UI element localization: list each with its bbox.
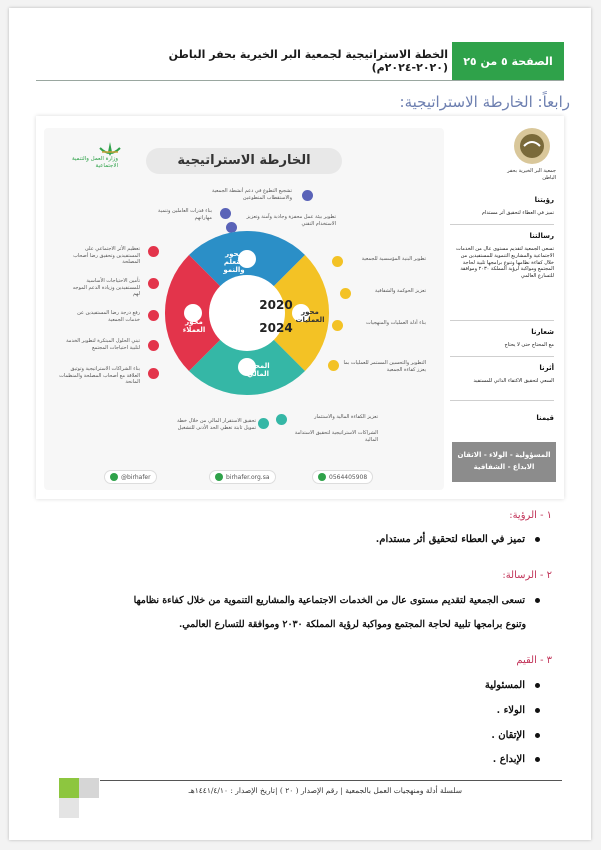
people-icon	[148, 368, 159, 379]
values-bullet: الولاء .	[300, 705, 540, 716]
money-icon	[258, 418, 269, 429]
values-box: المسؤولية - الولاء - الاتقان الابداع - الشفافية	[452, 442, 556, 482]
footer-square	[59, 778, 79, 798]
mission-title: رسالتنا	[529, 232, 554, 240]
goal-label: تطوير البنية المؤسسية للجمعية	[361, 256, 426, 262]
goal-label: تطوير بيئة عمل محفزة وجاذبة وآمنة وتعزيز الاستخدام التقني	[246, 214, 336, 227]
phone-icon	[318, 473, 326, 481]
side-divider	[450, 400, 554, 401]
learning-axis-label: محور التعلم والنمو	[223, 250, 245, 274]
goal-label: تأمين الاحتياجات الأساسية للمستفيدين وزيادة الدعم الموجه لهم	[72, 278, 140, 297]
target-icon	[302, 190, 313, 201]
footer-divider	[100, 780, 562, 781]
goal-label: تبني الحلول المبتكرة لتطوير الخدمة لتلبية احتياجات المجتمع	[66, 338, 140, 351]
org-logo-icon	[512, 126, 552, 166]
values-heading: ٣ - القيم	[516, 655, 552, 666]
goal-label: تعزيز الكفاءة المالية والاستثمار	[314, 414, 378, 420]
vision-text: تميز في العطاء لتحقيق أثر مستدام	[481, 210, 554, 216]
section-heading: رابعاً: الخارطة الاستراتيجية:	[399, 93, 570, 111]
goal-label: الشراكات الاستراتيجية لتحقيق الاستدامة المالية	[294, 430, 378, 443]
target-icon	[220, 208, 231, 219]
operations-axis-label: محور العمليات	[295, 308, 325, 324]
vision-heading: ١ - الرؤية:	[509, 510, 552, 521]
goal-label: تعظيم الأثر الاجتماعي على المستفيدين وتحقيق رضا أصحاب المصلحة	[73, 246, 140, 265]
customers-axis-label: محور العملاء	[182, 318, 206, 334]
gear-icon	[340, 288, 351, 299]
people-icon	[148, 340, 159, 351]
goal-label: تشجيع التطوع في دعم أنشطة الجمعية والاستقطاب المتطوعين	[211, 188, 292, 201]
side-divider	[450, 320, 554, 321]
financial-axis-label: المحور المالي	[246, 362, 270, 378]
website-pill[interactable]: birhafer.org.sa	[209, 470, 276, 484]
bullet-dot	[535, 537, 540, 542]
people-icon	[148, 310, 159, 321]
document-title: الخطة الاستراتيجية لجمعية البر الخيرية بحفر الباطن (٢٠٢٠-٢٠٢٤م)	[168, 48, 448, 74]
mission-heading: ٢ - الرسالة:	[502, 570, 552, 581]
side-divider	[450, 356, 554, 357]
info-side-panel	[448, 124, 558, 494]
mission-line2: وتنوع برامجها تلبية لحاجة المجتمع ومواكبة لرؤية المملكة ٢٠٣٠ وموافقة للتسارع العالمي.	[179, 619, 526, 630]
goal-label: رفع درجة رضا المستفيدين عن خدمات الجمعية	[77, 310, 140, 323]
mission-text: تسعى الجمعية لتقديم مستوى عال من الخدمات الاجتماعية والمشاريع التنموية للمستفيدين من خلال كفاءة نظامها وتنوع برامجها تلبية لحاجة المجتمع ومواكبة لرؤية المملكة ٢٠٣٠ وموافقة للتسارع العالمي	[456, 246, 554, 280]
center-circle	[209, 275, 285, 351]
center-year-start: 2020	[259, 298, 293, 312]
bullet-dot	[535, 733, 540, 738]
ministry-name: وزارة العمل والتنمية الاجتماعية	[71, 156, 118, 169]
footer-square	[79, 778, 99, 798]
strategy-map-title: الخارطة الاستراتيجية	[146, 148, 342, 174]
gear-icon	[332, 256, 343, 267]
goal-label: بناء الشراكات الاستراتيجية وتوثيق العلاقة مع أصحاب المصلحة والمنظمات المانحة	[59, 366, 140, 385]
center-year-end: 2024	[259, 321, 293, 335]
slogan-title: شعارنا	[531, 328, 554, 336]
mission-bullet: تسعى الجمعية لتقديم مستوى عال من الخدمات الاجتماعية والمشاريع التنموية من خلال كفاءة نظامها	[30, 595, 540, 606]
goal-label: بناء أدلة العمليات والمنهجيات	[366, 320, 426, 326]
vision-bullet: تميز في العطاء لتحقيق أثر مستدام.	[200, 534, 540, 545]
globe-icon	[215, 473, 223, 481]
bullet-dot	[535, 683, 540, 688]
twitter-icon	[110, 473, 118, 481]
footer-square	[59, 798, 79, 818]
org-name: جمعية البر الخيرية بحفر الباطن	[507, 168, 556, 181]
twitter-pill[interactable]: @birhafer	[104, 470, 157, 484]
values-title: قيمنا	[536, 414, 554, 422]
values-bullet: الإبداع .	[300, 754, 540, 765]
people-icon	[148, 246, 159, 257]
strategy-map-panel	[44, 128, 444, 490]
money-icon	[276, 414, 287, 425]
goal-text: السعي لتحقيق الاكتفاء الذاتي للمستفيد	[473, 378, 554, 384]
goal-label: تعزيز الحوكمة والشفافية	[375, 288, 426, 294]
footer-text: سلسلة أدلة ومنهجيات العمل بالجمعية | رقم الإصدار ( ٢٠ ) |تاريخ الإصدار : ١٤٤١/٤/١٠هـ	[188, 786, 462, 795]
bullet-dot	[535, 757, 540, 762]
gear-icon	[332, 320, 343, 331]
header-divider	[36, 80, 564, 81]
bullet-dot	[535, 598, 540, 603]
bullet-dot	[535, 708, 540, 713]
values-bullet: الإتقان .	[300, 730, 540, 741]
values-bullet: المسئولية	[300, 680, 540, 691]
phone-pill[interactable]: 0564405908	[312, 470, 373, 484]
people-icon	[148, 278, 159, 289]
goal-title: أثرنا	[539, 364, 554, 372]
goal-label: تحقيق الاستقرار المالي من خلال خطة تمويل ثابتة تغطي الحد الأدنى للتشغيل	[177, 418, 256, 431]
vision-title: رؤيتنا	[534, 196, 554, 204]
side-divider	[450, 224, 554, 225]
strategy-map-infographic	[36, 116, 564, 499]
page-number-box: الصفحة ٥ من ٢٥	[452, 42, 564, 80]
goal-label: بناء قدرات العاملين وتنمية مهاراتهم	[158, 208, 212, 221]
goal-label: التطوير والتحسين المستمر للعمليات بما يعزز كفاءة الجمعية	[343, 360, 426, 373]
slogan-text: مع المحتاج حتى لا يحتاج	[504, 342, 554, 348]
